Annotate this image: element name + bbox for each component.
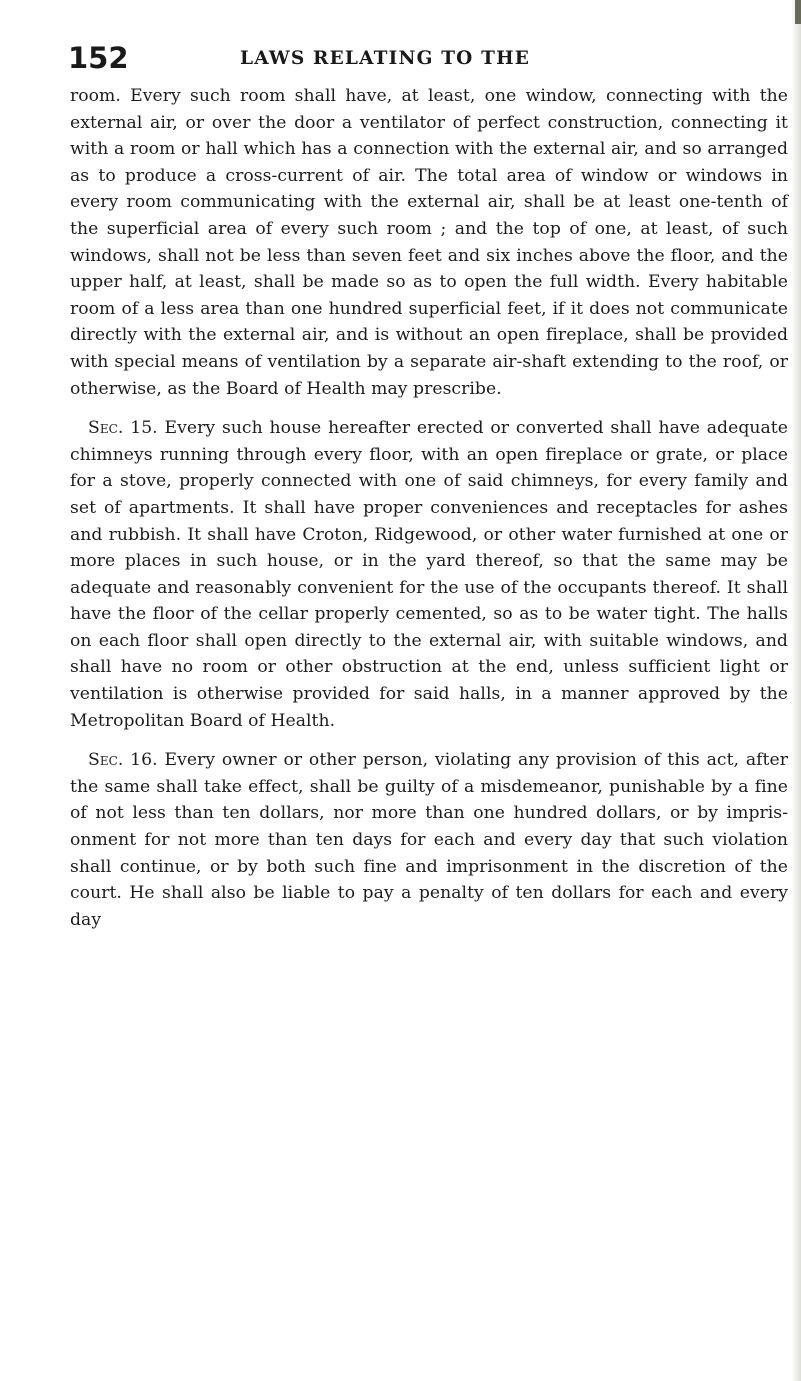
paragraph-room-ventilation	[70, 83, 788, 402]
section-label: Sec. 16.	[88, 750, 158, 771]
page-header	[68, 40, 768, 76]
body-text	[70, 83, 788, 933]
paragraph-section-16	[70, 747, 788, 933]
paragraph-text: Every owner or other person, violating any provision of this act, after the same shall take effect, shall be guilty of a misdemeanor, punishable by a fine of not less than ten dollars, nor more than one hundred dollars, or by imprisonment for not more than ten days for each and every day that such violation shall continue, or by both such fine and imprisonment in the discretion of the court. He shall also be liable to pay a penalty of ten dollars for each and every day	[70, 750, 788, 930]
paragraph-section-15	[70, 415, 788, 734]
paragraph-text: Every such house hereafter erected or converted shall have adequate chimneys running through every floor, with an open fireplace or grate, or place for a stove, properly connected with one of said chimneys, for every family and set of apartments. It shall have proper conveniences and receptacles for ashes and rubbish. It shall have Croton, Ridgewood, or other water furnished at one or more places in such house, or in the yard thereof, so that the same may be adequate and reasonably convenient for the use of the occupants thereof. It shall have the floor of the cellar properly cemented, so as to be water tight. The halls on each floor shall open directly to the external air, with suitable windows, and shall have no room or other obstruction at the end, unless sufficient light or ventilation is otherwise provided for said halls, in a manner approved by the Metropolitan Board of Health.	[70, 418, 788, 731]
paragraph-text: room. Every such room shall have, at least, one window, connecting with the external air, or over the door a ventilator of perfect construction, connecting it with a room or hall which has a connection with the external air, and so arranged as to produce a cross-current of air. The total area of window or windows in every room communicating with the external air, shall be at least one-tenth of the superficial area of every such room ; and the top of one, at least, of such windows, shall not be less than seven feet and six inches above the floor, and the upper half, at least, shall be made so as to open the full width. Every habitable room of a less area than one hundred superficial feet, if it does not communicate directly with the external air, and is without an open fireplace, shall be provided with special means of ventilation by a separate air-shaft extending to the roof, or otherwise, as the Board of Health may prescribe.	[70, 86, 788, 399]
page-number: 152	[68, 41, 129, 75]
page-edge-shadow	[791, 0, 801, 1381]
section-label: Sec. 15.	[88, 418, 158, 439]
page-edge-mark	[795, 0, 801, 24]
running-head: LAWS RELATING TO THE	[240, 48, 531, 69]
